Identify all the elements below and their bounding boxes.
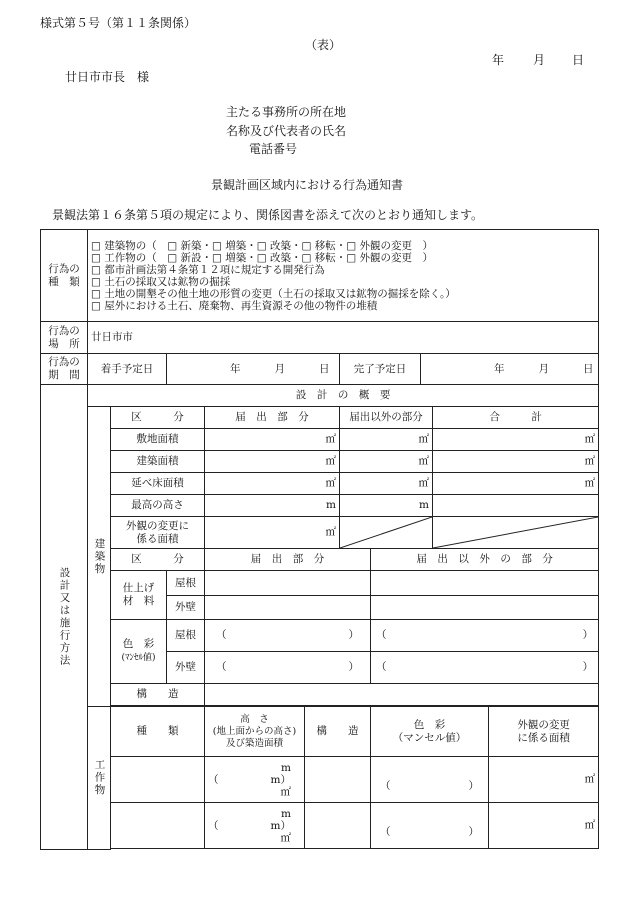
- st-row1-height[interactable]: m （ m） ㎡: [205, 757, 305, 803]
- st-col-structure: 構 造: [305, 707, 371, 757]
- kind-option-building[interactable]: □ 建築物の（ □ 新築・□ 増築・□ 改築・□ 移転・□ 外観の変更 ）: [91, 239, 434, 252]
- date-day: 日: [572, 53, 585, 67]
- finish-wall-notified[interactable]: [205, 596, 371, 620]
- kind-option-development[interactable]: □ 都市計画法第４条第１２項に規定する開発行為: [91, 263, 325, 276]
- end-date-field[interactable]: 年 月 日: [421, 354, 599, 385]
- applicant-phone-label: 電話番号: [249, 142, 298, 156]
- st-col-kind: 種 類: [111, 707, 205, 757]
- row-facade-area: 外観の変更に 係る面積: [111, 517, 205, 549]
- finish-wall-label: 外壁: [167, 596, 205, 620]
- st-row2-color[interactable]: （ ）: [371, 803, 489, 849]
- kind-option-structure[interactable]: □ 工作物の（ □ 新設・□ 増築・□ 改築・□ 移転・□ 外観の変更 ）: [91, 251, 434, 264]
- color-roof-label: 屋根: [167, 620, 205, 652]
- st-row1-facade[interactable]: ㎡: [489, 757, 599, 803]
- building-area-notified[interactable]: ㎡: [205, 451, 340, 473]
- floor-area-total[interactable]: ㎡: [433, 473, 599, 495]
- applicant-name-label: 名称及び代表者の氏名: [226, 124, 347, 138]
- place-label: 行為の 場 所: [41, 322, 88, 354]
- structure-value[interactable]: [205, 684, 599, 706]
- st-row1-color[interactable]: （ ）: [371, 757, 489, 803]
- st-col-color: 色 彩 （マンセル値）: [371, 707, 489, 757]
- color-wall-other[interactable]: （ ）: [371, 652, 599, 684]
- st-row2-kind[interactable]: [111, 803, 205, 849]
- color-roof-other[interactable]: （ ）: [371, 620, 599, 652]
- st-col-facade: 外観の変更 に係る面積: [489, 707, 599, 757]
- date-year: 年: [492, 53, 505, 67]
- addressee: 廿日市市長 様: [65, 70, 150, 84]
- color-wall-label: 外壁: [167, 652, 205, 684]
- color-label: 色 彩 (ﾏﾝｾﾙ値): [111, 620, 167, 684]
- col-other-wide: 届 出 以 外 の 部 分: [371, 549, 599, 571]
- site-area-other[interactable]: ㎡: [340, 429, 433, 451]
- color-wall-notified[interactable]: （ ）: [205, 652, 371, 684]
- row-site-area: 敷地面積: [111, 429, 205, 451]
- facade-area-notified[interactable]: ㎡: [205, 517, 340, 549]
- st-col-height: 高 さ (地上面からの高さ) 及び築造面積: [205, 707, 305, 757]
- row-building-area: 建築面積: [111, 451, 205, 473]
- kind-option-quarrying[interactable]: □ 土石の採取又は鉱物の掘採: [91, 275, 231, 288]
- finish-roof-other[interactable]: [371, 571, 599, 596]
- facade-area-total-crossed: [433, 517, 599, 549]
- place-value[interactable]: 廿日市市: [88, 322, 599, 354]
- document-title: 景観計画区域内における行為通知書: [211, 178, 404, 192]
- building-area-other[interactable]: ㎡: [340, 451, 433, 473]
- finish-wall-other[interactable]: [371, 596, 599, 620]
- structure-object-label: 工作物: [88, 707, 111, 850]
- max-height-notified[interactable]: m: [205, 495, 340, 517]
- facade-area-other-crossed: [340, 517, 433, 549]
- intro-text: 景観法第１６条第５項の規定により、関係図書を添えて次のとおり通知します。: [52, 208, 484, 222]
- col-division-2: 区 分: [111, 549, 205, 571]
- kind-option-land-change[interactable]: □ 土地の開墾その他土地の形質の変更（土石の採取又は鉱物の掘採を除く。）: [91, 287, 456, 300]
- st-row2-structure[interactable]: [305, 803, 371, 849]
- structure-label: 構 造: [111, 684, 205, 706]
- building-area-total[interactable]: ㎡: [433, 451, 599, 473]
- col-division: 区 分: [111, 407, 205, 429]
- site-area-total[interactable]: ㎡: [433, 429, 599, 451]
- form-side: （表）: [305, 38, 342, 52]
- floor-area-notified[interactable]: ㎡: [205, 473, 340, 495]
- st-row2-facade[interactable]: ㎡: [489, 803, 599, 849]
- design-side-label: 設計又は施行方法: [41, 385, 88, 850]
- finish-roof-notified[interactable]: [205, 571, 371, 596]
- row-max-height: 最高の高さ: [111, 495, 205, 517]
- finish-roof-label: 屋根: [167, 571, 205, 596]
- design-heading: 設 計 の 概 要: [88, 385, 599, 407]
- st-row2-height[interactable]: m （ m） ㎡: [205, 803, 305, 849]
- kind-option-stacking[interactable]: □ 屋外における土石、廃棄物、再生資源その他の物件の堆積: [91, 299, 378, 312]
- color-roof-notified[interactable]: （ ）: [205, 620, 371, 652]
- period-label: 行為の 期 間: [41, 354, 88, 385]
- col-notified: 届 出 部 分: [205, 407, 340, 429]
- st-row1-kind[interactable]: [111, 757, 205, 803]
- st-row1-structure[interactable]: [305, 757, 371, 803]
- building-label: 建築物: [88, 407, 111, 707]
- kind-label: 行為の 種 類: [41, 230, 88, 322]
- site-area-notified[interactable]: ㎡: [205, 429, 340, 451]
- form-number: 様式第５号（第１１条関係）: [40, 16, 197, 30]
- col-other: 届出以外の部分: [340, 407, 433, 429]
- start-date-label: 着手予定日: [88, 354, 167, 385]
- floor-area-other[interactable]: ㎡: [340, 473, 433, 495]
- col-total: 合 計: [433, 407, 599, 429]
- kind-options: [88, 230, 599, 322]
- notification-table: [40, 229, 599, 850]
- row-floor-area: 延べ床面積: [111, 473, 205, 495]
- max-height-other[interactable]: m: [340, 495, 433, 517]
- start-date-field[interactable]: 年 月 日: [167, 354, 340, 385]
- date-month: 月: [533, 53, 546, 67]
- applicant-address-label: 主たる事務所の所在地: [226, 105, 347, 119]
- finish-material-label: 仕上げ 材 料: [111, 571, 167, 620]
- max-height-total[interactable]: [433, 495, 599, 517]
- end-date-label: 完了予定日: [340, 354, 421, 385]
- col-notified-wide: 届 出 部 分: [205, 549, 371, 571]
